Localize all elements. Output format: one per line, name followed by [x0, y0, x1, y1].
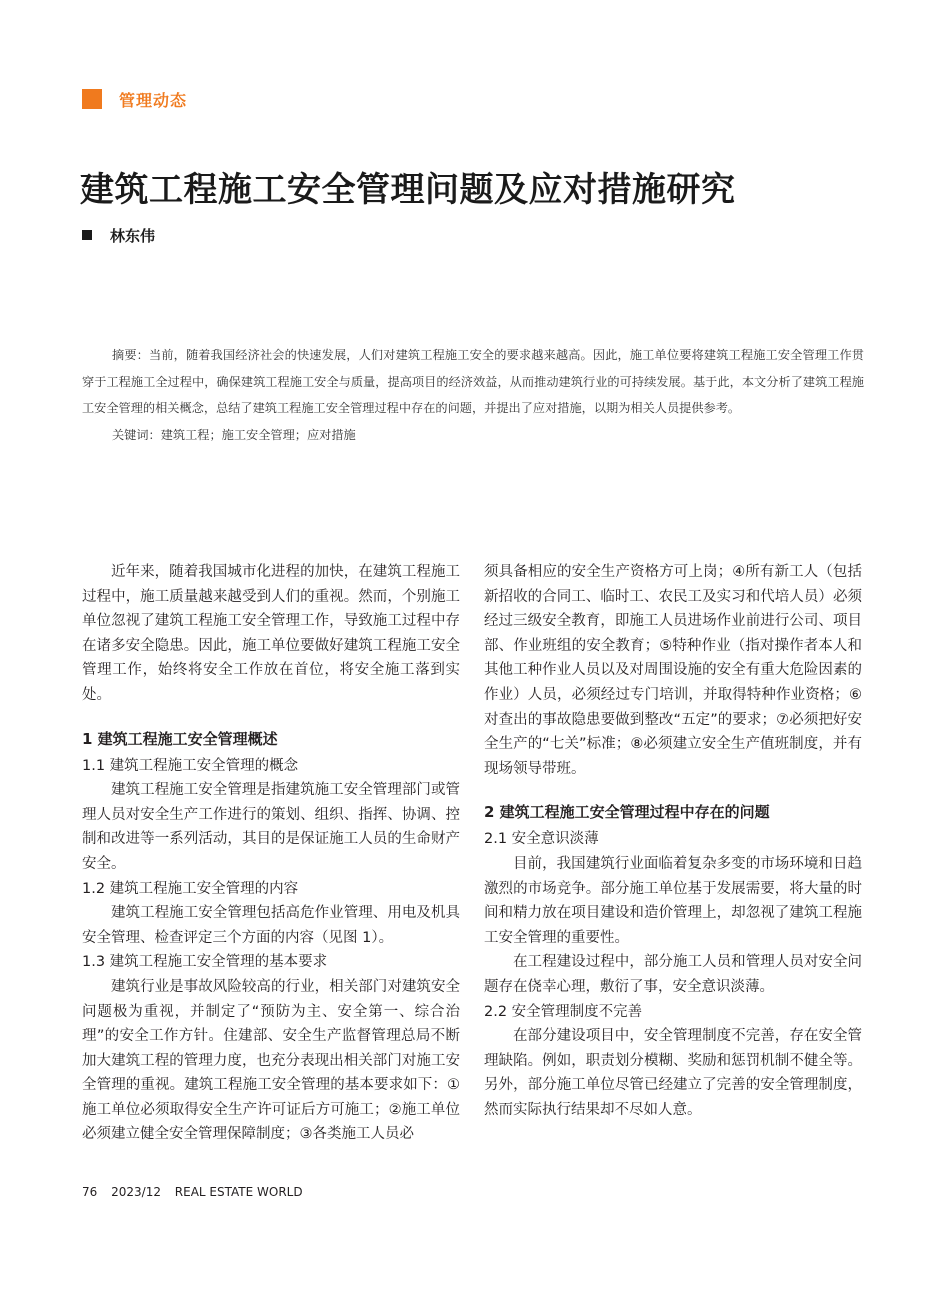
- subsection-1-3-heading: 1.3 建筑工程施工安全管理的基本要求: [82, 954, 328, 971]
- abstract: [82, 342, 864, 448]
- page-footer: [82, 1185, 313, 1199]
- article-title: 建筑工程施工安全管理问题及应对措施研究: [80, 170, 736, 210]
- subsection-1-3-text-continued: 须具备相应的安全生产资格方可上岗；④所有新工人（包括新招收的合同工、临时工、农民工及实习和代培人员）必须经过三级安全教育，即施工人员进场作业前进行公司、项目部、作业班组的安全教育；⑤特种作业（指对操作者本人和其他工种作业人员以及对周围设施的安全有重大危险因素的作业）人员，必须经过专门培训，并取得特种作业资格；⑥对查出的事故隐患要做到整改“五定”的要求；⑦必须把好安全生产的“七关”标准；⑧必须建立安全生产值班制度，并有现场领导带班。: [484, 564, 862, 777]
- issue-date: 2023/12: [111, 1185, 161, 1199]
- section-label: 管理动态: [119, 90, 188, 110]
- subsection-2-1-heading: 2.1 安全意识淡薄: [484, 831, 599, 848]
- abstract-text: 摘要：当前，随着我国经济社会的快速发展，人们对建筑工程施工安全的要求越来越高。因此，施工单位要将建筑工程施工安全管理工作贯穿于工程施工全过程中，确保建筑工程施工安全与质量，提高项目的经济效益，从而推动建筑行业的可持续发展。基于此，本文分析了建筑工程施工安全管理的相关概念，总结了建筑工程施工安全管理过程中存在的问题，并提出了应对措施，以期为相关人员提供参考。: [82, 348, 864, 416]
- journal-name: REAL ESTATE WORLD: [174, 1185, 303, 1199]
- section-1-heading: 1 建筑工程施工安全管理概述: [82, 729, 278, 748]
- right-column: [484, 560, 862, 1122]
- section-2-heading: 2 建筑工程施工安全管理过程中存在的问题: [484, 803, 770, 822]
- subsection-1-2-text: 建筑工程施工安全管理包括高危作业管理、用电及机具安全管理、检查评定三个方面的内容（见图 1）。: [82, 905, 460, 946]
- author-bullet-icon: [82, 230, 92, 240]
- subsection-2-2-heading: 2.2 安全管理制度不完善: [484, 1003, 643, 1020]
- section-tag: [82, 89, 187, 109]
- subsection-2-2-text: 在部分建设项目中，安全管理制度不完善，存在安全管理缺陷。例如，职责划分模糊、奖励和惩罚机制不健全等。另外，部分施工单位尽管已经建立了完善的安全管理制度，然而实际执行结果却不尽如人意。: [484, 1028, 862, 1118]
- subsection-1-3-text: 建筑行业是事故风险较高的行业，相关部门对建筑安全问题极为重视，并制定了“预防为主、安全第一、综合治理”的安全工作方针。住建部、安全生产监督管理总局不断加大建筑工程的管理力度，也充分表现出相关部门对施工安全管理的重视。建筑工程施工安全管理的基本要求如下：①施工单位必须取得安全生产许可证后方可施工；②施工单位必须建立健全安全管理保障制度；③各类施工人员必: [82, 978, 460, 1143]
- section-marker-icon: [82, 89, 102, 109]
- subsection-2-1-text-a: 目前，我国建筑行业面临着复杂多变的市场环境和日趋激烈的市场竞争。部分施工单位基于发展需要，将大量的时间和精力放在项目建设和造价管理上，却忽视了建筑工程施工安全管理的重要性。: [484, 855, 862, 946]
- page-number: 76: [82, 1185, 98, 1199]
- author-name: 林东伟: [110, 226, 156, 245]
- author-row: [82, 224, 155, 246]
- subsection-1-2-heading: 1.2 建筑工程施工安全管理的内容: [82, 880, 299, 897]
- subsection-1-1-heading: 1.1 建筑工程施工安全管理的概念: [82, 757, 299, 774]
- keywords: 关键词：建筑工程；施工安全管理；应对措施: [112, 427, 356, 442]
- subsection-1-1-text: 建筑工程施工安全管理是指建筑施工安全管理部门或管理人员对安全生产工作进行的策划、组织、指挥、协调、控制和改进等一系列活动，其目的是保证施工人员的生命财产安全。: [82, 782, 460, 872]
- intro-paragraph: 近年来，随着我国城市化进程的加快，在建筑工程施工过程中，施工质量越来越受到人们的重视。然而，个别施工单位忽视了建筑工程施工安全管理工作，导致施工过程中存在诸多安全隐患。因此，施工单位要做好建筑工程施工安全管理工作，始终将安全工作放在首位，将安全施工落到实处。: [82, 564, 460, 703]
- subsection-2-1-text-b: 在工程建设过程中，部分施工人员和管理人员对安全问题存在侥幸心理，敷衍了事，安全意识淡薄。: [484, 954, 862, 995]
- left-column: [82, 560, 460, 1147]
